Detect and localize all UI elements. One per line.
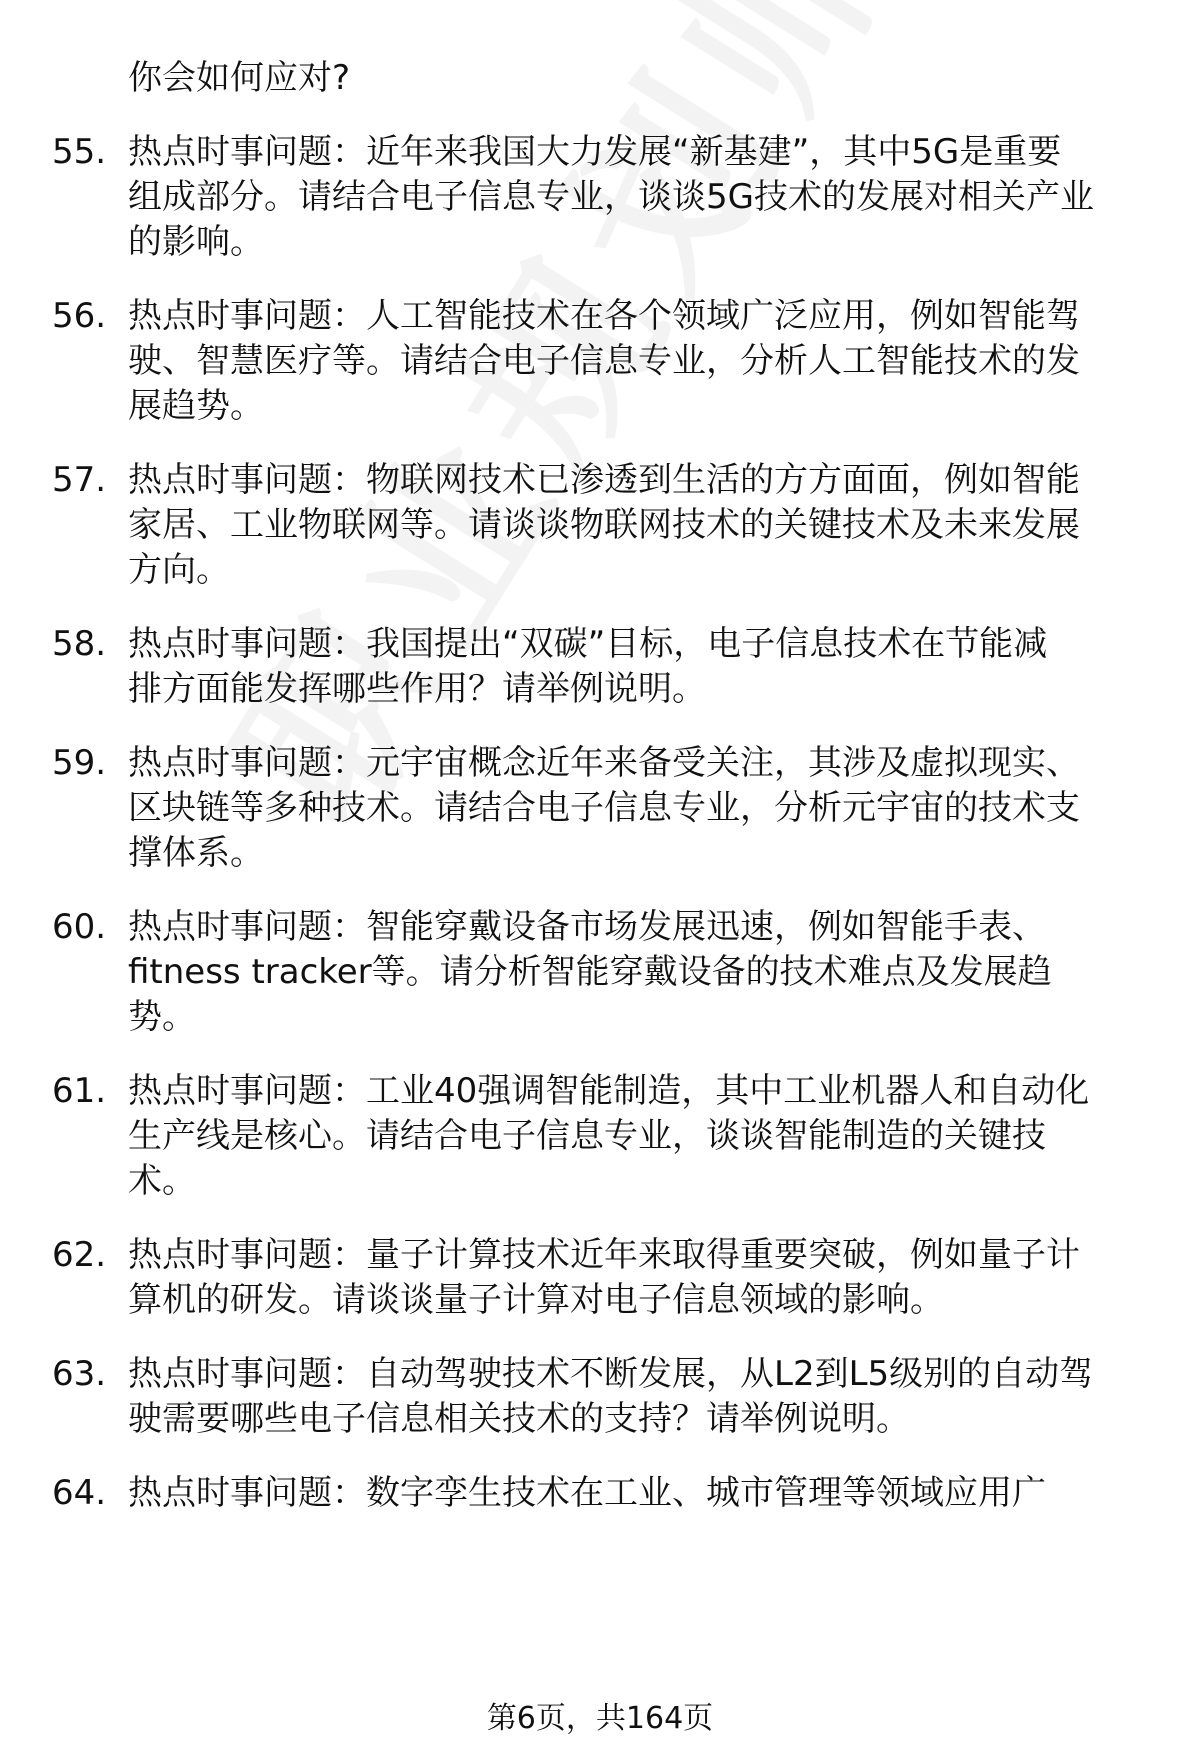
- question-text: 热点时事问题：数字孪生技术在工业、城市管理等领域应用广: [128, 1473, 1046, 1513]
- question-text: 算机的研发。请谈谈量子计算对电子信息领域的影响。: [128, 1280, 944, 1320]
- question-text: 热点时事问题：我国提出“双碳”目标，电子信息技术在节能减: [128, 624, 1048, 664]
- intro-text: 你会如何应对?: [128, 58, 351, 98]
- question-text: 方向。: [128, 550, 230, 590]
- question-number: 62.: [52, 1235, 107, 1275]
- page-number-footer: 第6页，共164页: [486, 1701, 714, 1736]
- question-text: 展趋势。: [128, 386, 264, 426]
- question-text: 势。: [128, 997, 196, 1037]
- question-number: 64.: [52, 1473, 107, 1513]
- question-text: 区块链等多种技术。请结合电子信息专业，分析元宇宙的技术支: [128, 788, 1080, 828]
- question-text: 热点时事问题：量子计算技术近年来取得重要突破，例如量子计: [128, 1235, 1080, 1275]
- question-text: 排方面能发挥哪些作用？请举例说明。: [128, 669, 706, 709]
- question-text: 热点时事问题：元宇宙概念近年来备受关注，其涉及虚拟现实、: [128, 743, 1080, 783]
- question-number: 63.: [52, 1354, 107, 1394]
- question-text: 组成部分。请结合电子信息专业，谈谈5G技术的发展对相关产业: [128, 177, 1094, 217]
- question-text: 热点时事问题：近年来我国大力发展“新基建”，其中5G是重要: [128, 132, 1062, 172]
- question-text: 热点时事问题：人工智能技术在各个领域广泛应用，例如智能驾: [128, 296, 1080, 336]
- question-text: 术。: [128, 1161, 196, 1201]
- question-number: 59.: [52, 743, 107, 783]
- question-text: 的影响。: [128, 222, 264, 262]
- question-text: 生产线是核心。请结合电子信息专业，谈谈智能制造的关键技: [128, 1116, 1046, 1156]
- question-text: 热点时事问题：智能穿戴设备市场发展迅速，例如智能手表、: [128, 907, 1046, 947]
- question-text: 热点时事问题：物联网技术已渗透到生活的方方面面，例如智能: [128, 460, 1080, 500]
- question-number: 57.: [52, 460, 107, 500]
- question-number: 61.: [52, 1071, 107, 1111]
- question-number: 58.: [52, 624, 107, 664]
- question-text: 驶、智慧医疗等。请结合电子信息专业，分析人工智能技术的发: [128, 341, 1080, 381]
- question-number: 56.: [52, 296, 107, 336]
- question-number: 60.: [52, 907, 107, 947]
- question-text: 热点时事问题：工业40强调智能制造，其中工业机器人和自动化: [128, 1071, 1090, 1111]
- question-text: 家居、工业物联网等。请谈谈物联网技术的关键技术及未来发展: [128, 505, 1080, 545]
- question-text: 驶需要哪些电子信息相关技术的支持？请举例说明。: [128, 1399, 910, 1439]
- question-number: 55.: [52, 132, 107, 172]
- question-text: fitness tracker等。请分析智能穿戴设备的技术难点及发展趋: [128, 952, 1052, 992]
- question-text: 热点时事问题：自动驾驶技术不断发展，从L2到L5级别的自动驾: [128, 1354, 1094, 1394]
- question-text: 撑体系。: [128, 833, 264, 873]
